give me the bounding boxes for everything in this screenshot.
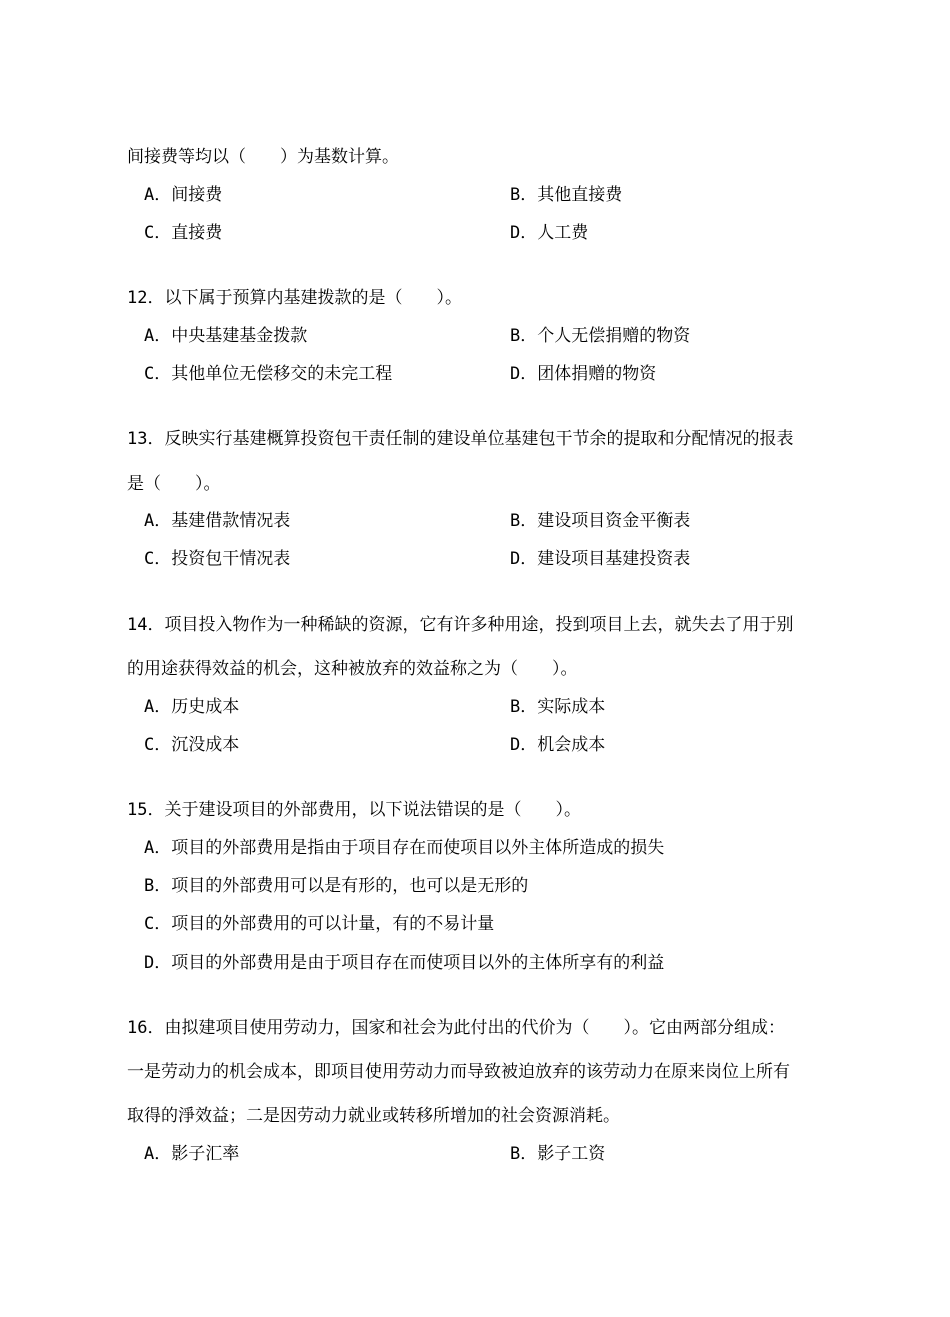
question-16-stem-cont-1: 一是劳动力的机会成本，即项目使用劳动力而导致被迫放弃的该劳动力在原来岗位上所有 <box>127 1062 790 1082</box>
question-11-stem: 间接费等均以（ ）为基数计算。 <box>127 147 399 167</box>
question-16-option-b: B．影子工资 <box>510 1144 606 1164</box>
question-14-option-a: A．历史成本 <box>144 697 240 717</box>
question-12-stem: 12．以下属于预算内基建拨款的是（ ）。 <box>127 288 462 308</box>
question-11-option-a: A．间接费 <box>144 185 223 205</box>
question-13-stem-cont: 是（ ）。 <box>127 474 221 494</box>
question-15-option-d: D．项目的外部费用是由于项目存在而使项目以外的主体所享有的利益 <box>144 953 665 973</box>
question-14-option-c: C．沉没成本 <box>144 735 240 755</box>
question-13-option-b: B．建设项目资金平衡表 <box>510 511 691 531</box>
question-13-option-c: C．投资包干情况表 <box>144 549 291 569</box>
question-13-option-d: D．建设项目基建投资表 <box>510 549 691 569</box>
question-16-stem: 16．由拟建项目使用劳动力，国家和社会为此付出的代价为（ ）。它由两部分组成： <box>127 1018 785 1038</box>
question-14-option-b: B．实际成本 <box>510 697 606 717</box>
question-12-option-d: D．团体捐赠的物资 <box>510 364 657 384</box>
question-12-option-b: B．个人无偿捐赠的物资 <box>510 326 691 346</box>
question-16-stem-cont-2: 取得的淨效益；二是因劳动力就业或转移所增加的社会资源消耗。 <box>127 1106 620 1126</box>
question-13-option-a: A．基建借款情况表 <box>144 511 291 531</box>
question-12-option-c: C．其他单位无偿移交的未完工程 <box>144 364 393 384</box>
question-14-option-d: D．机会成本 <box>510 735 606 755</box>
question-16-option-a: A．影子汇率 <box>144 1144 240 1164</box>
question-13-stem: 13．反映实行基建概算投资包干责任制的建设单位基建包干节余的提取和分配情况的报表 <box>127 429 794 449</box>
question-11-option-d: D．人工费 <box>510 223 589 243</box>
question-14-stem: 14．项目投入物作为一种稀缺的资源，它有许多种用途，投到项目上去，就失去了用于别 <box>127 615 794 635</box>
question-15-option-b: B．项目的外部费用可以是有形的，也可以是无形的 <box>144 876 529 896</box>
question-11-option-c: C．直接费 <box>144 223 223 243</box>
question-12-option-a: A．中央基建基金拨款 <box>144 326 308 346</box>
question-14-stem-cont: 的用途获得效益的机会，这种被放弃的效益称之为（ ）。 <box>127 659 578 679</box>
question-15-option-a: A．项目的外部费用是指由于项目存在而使项目以外主体所造成的损失 <box>144 838 665 858</box>
question-15-stem: 15．关于建设项目的外部费用，以下说法错误的是（ ）。 <box>127 800 581 820</box>
question-11-option-b: B．其他直接费 <box>510 185 623 205</box>
question-15-option-c: C．项目的外部费用的可以计量，有的不易计量 <box>144 914 495 934</box>
